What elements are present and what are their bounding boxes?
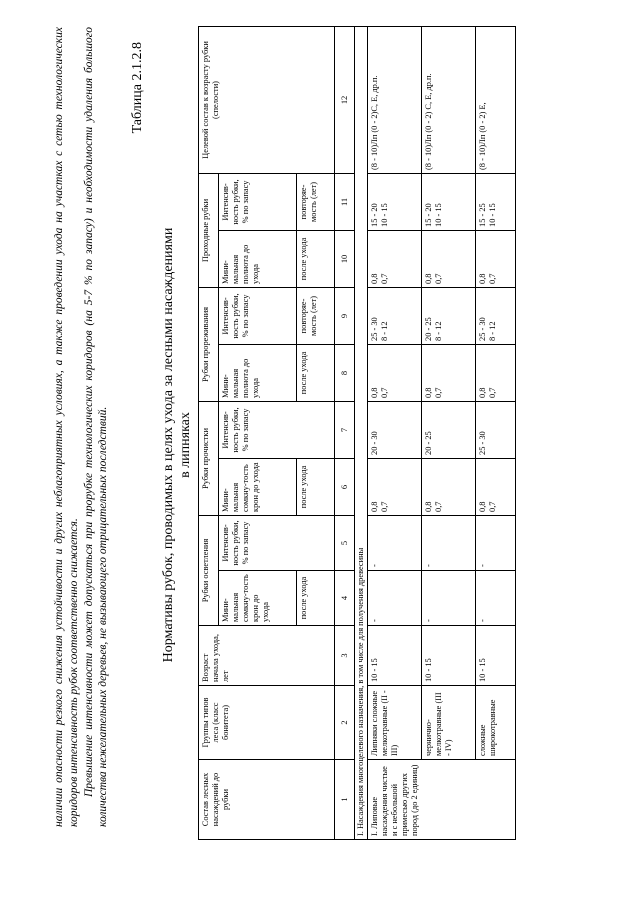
table-title [160,45,194,845]
header-intensity: Интенсив-ность рубки, % по запасу [219,173,297,230]
column-number: 10 [335,230,355,287]
row-start-age: 10 - 15 [422,626,476,686]
cell-value: 0,8 0,7 [476,344,516,401]
header-thinning-cuttings: Рубки прореживания [199,287,219,401]
cell-value: 15 - 20 10 - 15 [422,173,476,230]
header-min-density: Мини-мальная полнота до ухода [219,230,297,287]
cell-value: 15 - 25 10 - 15 [476,173,516,230]
cell-value: - [368,571,422,626]
header-intensity: Интенсив-ность рубки, % по запасу [219,287,297,344]
cell-value: - [476,571,516,626]
column-number: 11 [335,173,355,230]
cell-value: - [368,515,422,570]
intro-paragraph: Превышение интенсивности может допускаться при прорубке технологических коридоров (на 5-7 % по запасу) и необходимости удаления большого количества нежелательных деревьев, не вызывающего отрицательных последствий. [82,27,110,827]
column-number: 2 [335,686,355,760]
column-number: 5 [335,515,355,570]
cell-value: 0,8 0,7 [422,458,476,515]
section-heading: I. Насаждения многоцелевого назначения, в том числе для получения древесины [355,26,368,839]
cell-value: 0,8 0,7 [476,230,516,287]
column-number: 12 [335,26,355,173]
cell-value: - [476,515,516,570]
header-after: после ухода [297,458,335,515]
cell-value: 0,8 0,7 [422,230,476,287]
table-title-line: Нормативы рубок, проводимых в целях ухода за лесными насаждениями [161,227,176,663]
norms-table [198,26,516,840]
header-min-density: Мини-мальная полнота до ухода [219,344,297,401]
column-number: 9 [335,287,355,344]
cell-value: 25 - 30 8 - 12 [368,287,422,344]
cell-value: 0,8 0,7 [422,344,476,401]
column-number: 6 [335,458,355,515]
row-composition: I. Липовые насаждения чистые и с небольшой примесью других пород (до 2 единиц) [368,760,516,840]
column-number: 4 [335,571,355,626]
header-cleaning-cuttings: Рубки прочистки [199,401,219,515]
cell-value: - [422,515,476,570]
header-passage-cuttings: Проходные рубки [199,173,219,287]
row-start-age: 10 - 15 [368,626,422,686]
intro-text [52,27,111,827]
header-intensity: Интенсив-ность рубки, % по запасу [219,515,335,570]
cell-value: 0,8 0,7 [476,458,516,515]
column-number: 3 [335,626,355,686]
cell-value: 25 - 30 8 - 12 [476,287,516,344]
header-after: после ухода [297,230,335,287]
cell-value: 15 - 20 10 - 15 [368,173,422,230]
cell-value: 20 - 30 [368,401,422,458]
row-start-age: 10 - 15 [476,626,516,686]
header-start-age: Возраст начала ухода, лет [199,626,335,686]
row-forest-group: сложные широкотравные [476,686,516,760]
column-number: 7 [335,401,355,458]
cell-value: 20 - 25 8 - 12 [422,287,476,344]
header-repeat: повторяе-мость (лет) [297,287,335,344]
column-number: 1 [335,760,355,840]
column-number: 8 [335,344,355,401]
cell-value: 25 - 30 [476,401,516,458]
cell-value: 0,8 0,7 [368,458,422,515]
header-after: после ухода [297,571,335,626]
cell-value: 0,8 0,7 [368,230,422,287]
header-intensity: Интенсив-ность рубки, % по запасу [219,401,335,458]
row-forest-group: Липняки сложные мелкотравные (II - III) [368,686,422,760]
header-min-closure: Мини-мальная сомкну-тость крон до ухода [219,571,297,626]
cell-value: - [422,571,476,626]
table-label: Таблица 2.1.2.8 [130,42,145,134]
cell-target: (8 - 10)Лп (0 - 2)С, Е, др.п. [368,26,422,173]
cell-value: 0,8 0,7 [368,344,422,401]
table-title-line: в липняках [178,412,193,478]
row-forest-group: черничио-мелкотравные (III - IV) [422,686,476,760]
header-target-composition: Целевой состав к возрасту рубки (спелости) [199,26,335,173]
intro-paragraph: наличии опасности резкого снижения устойчивости и других неблагоприятных условиях, а также проведении ухода на участках с сетью технологических коридоров интенсивность рубок соответственно снижается. [53,27,80,827]
header-forest-groups: Группы типов леса (класс бонитета) [199,686,335,760]
header-composition: Состав лесных насаждений до рубки [199,760,335,840]
header-clarification-cuttings: Рубки осветления [199,515,219,625]
cell-target: (8 - 10)Лп (0 - 2) С, Е, др.п. [422,26,476,173]
header-repeat: повторяе-мость (лет) [297,173,335,230]
header-after: после ухода [297,344,335,401]
cell-value: 20 - 25 [422,401,476,458]
header-min-closure: Мини-мальная сомкну-тость крон до ухода [219,458,297,515]
cell-target: (8 - 10)Лп (0 - 2) Е, [476,26,516,173]
